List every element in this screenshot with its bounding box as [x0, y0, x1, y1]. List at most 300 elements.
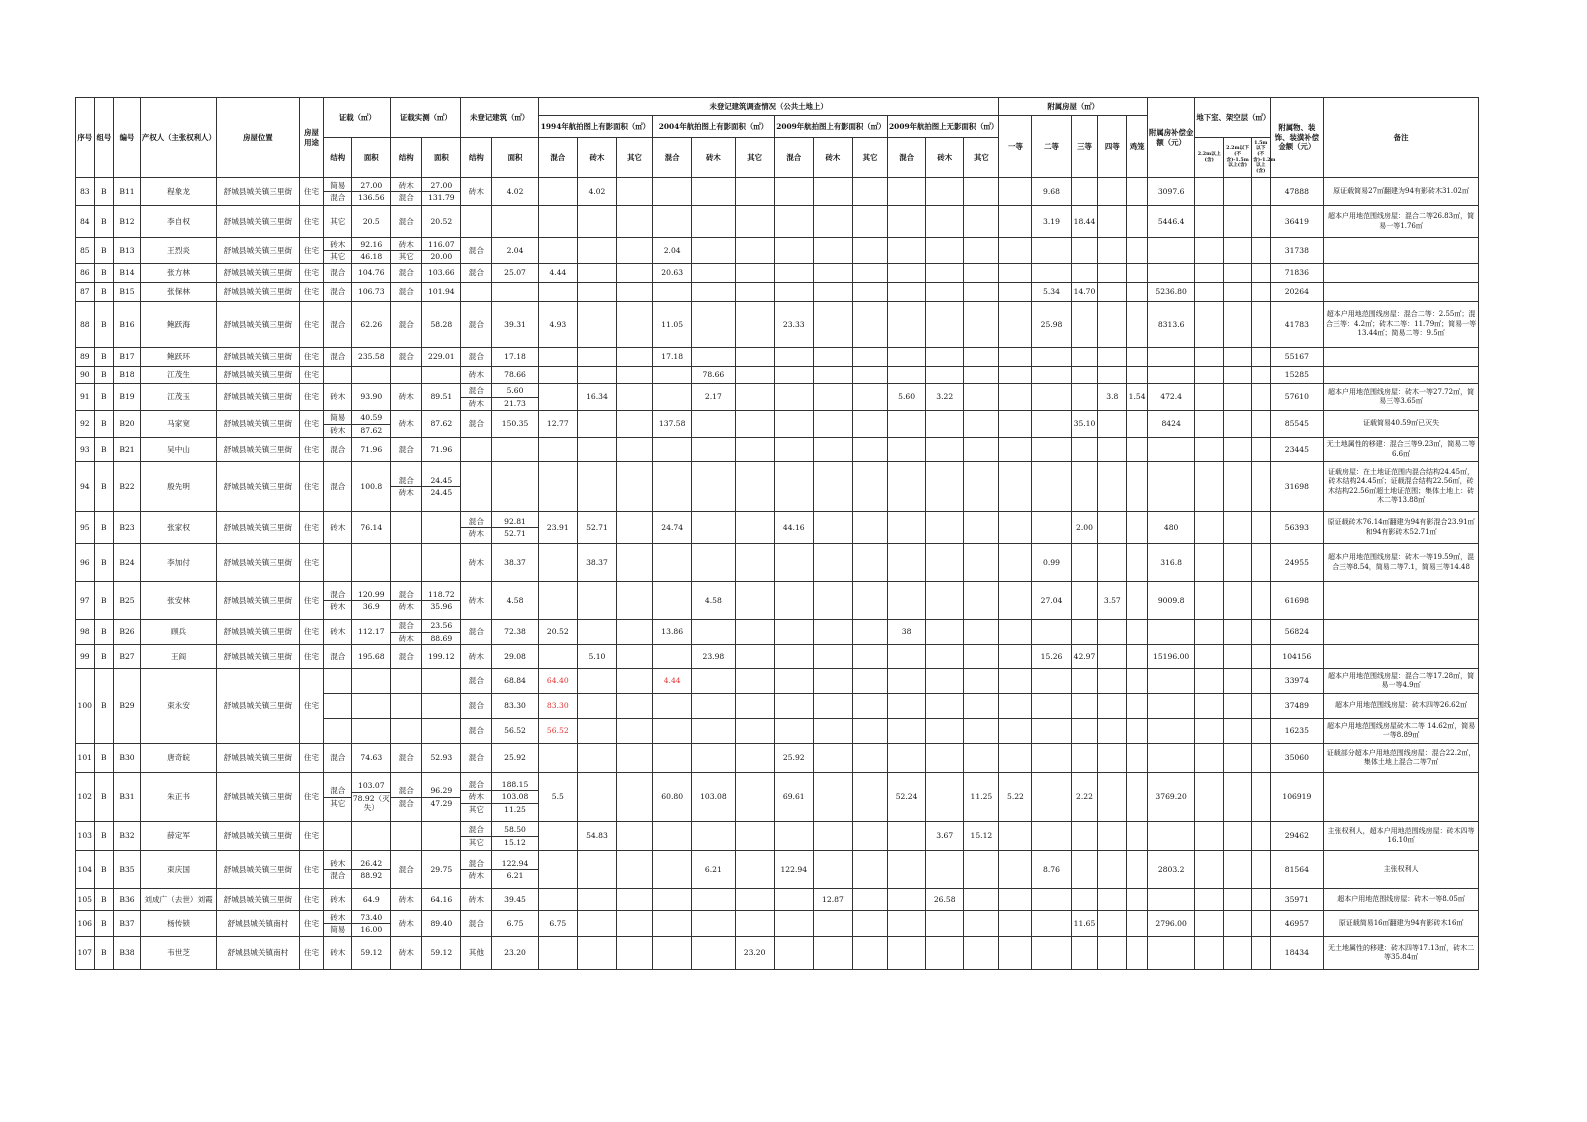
- row-cert-area: [352, 178, 391, 206]
- row-decor: 81564: [1270, 851, 1324, 889]
- row-location: 舒城县城关镇三里街: [217, 283, 299, 302]
- row-comp: 5236.80: [1147, 283, 1194, 302]
- row-b1: [1195, 669, 1224, 694]
- row-coop: [1127, 178, 1148, 206]
- row-comp: [1147, 238, 1194, 264]
- row-n09b: [926, 367, 964, 384]
- row-a94m: [538, 822, 577, 851]
- row-g1: [999, 302, 1032, 348]
- row-cert-area: [352, 238, 391, 264]
- row-measured-structure-part: 砖木: [398, 488, 414, 497]
- row-a09m: [774, 911, 813, 937]
- row-measured-area: [422, 822, 461, 851]
- row-b3: [1252, 462, 1271, 512]
- row-measured-area-part: 20.00: [430, 252, 453, 261]
- row-remark: [1324, 348, 1479, 367]
- row-a94m: [538, 348, 577, 367]
- row-g3: [1071, 302, 1098, 348]
- row-g4: [1098, 206, 1127, 238]
- row-a09m: [774, 889, 813, 911]
- row-cert-area-part: 16.00: [360, 925, 383, 934]
- table-row: [76, 238, 1479, 264]
- row-location: 舒城县城关镇三里街: [217, 238, 299, 264]
- row-a09o: [853, 937, 888, 970]
- row-code: B30: [114, 744, 141, 773]
- row-empty-cell: [391, 694, 422, 719]
- row-unreg-area: [492, 773, 538, 822]
- row-a04o: [735, 348, 774, 367]
- row-remark: [1324, 773, 1479, 822]
- row-a09m: [774, 264, 813, 283]
- row-a94o: [617, 178, 653, 206]
- row-g2: 25.98: [1032, 302, 1071, 348]
- row-cert-structure-part: 混合: [324, 589, 351, 601]
- row-a09o: [853, 206, 888, 238]
- row-cert-structure: 砖木: [324, 384, 352, 411]
- row-a04b: 2.17: [692, 384, 735, 411]
- row-g1: [999, 544, 1032, 582]
- row-a04b: [692, 669, 735, 694]
- row-a94b: [577, 367, 616, 384]
- row-measured-area-part: 96.29: [422, 785, 460, 797]
- row-g2: 15.26: [1032, 645, 1071, 669]
- row-b2: [1224, 283, 1252, 302]
- row-a09o: [853, 889, 888, 911]
- row-a09o: [853, 178, 888, 206]
- row-a09o: [853, 582, 888, 620]
- row-a04b: [692, 206, 735, 238]
- row-coop: [1127, 937, 1148, 970]
- row-decor: 55167: [1270, 348, 1324, 367]
- row-unreg-structure: 砖木: [461, 178, 492, 206]
- row-group: B: [94, 822, 114, 851]
- row-cert-area-part: 78.92（灭失）: [352, 793, 390, 813]
- row-owner: 唐奇皖: [140, 744, 216, 773]
- row-a94o: [617, 264, 653, 283]
- row-a94b: 4.02: [577, 178, 616, 206]
- row-coop: [1127, 694, 1148, 719]
- row-a04b: [692, 302, 735, 348]
- row-a94o: [617, 544, 653, 582]
- row-a94o: [617, 719, 653, 744]
- row-coop: [1127, 367, 1148, 384]
- row-g3: 2.22: [1071, 773, 1098, 822]
- row-unreg-structure: 混合: [461, 302, 492, 348]
- row-n09o: [964, 582, 999, 620]
- row-owner: 顾兵: [140, 620, 216, 645]
- row-decor: 16235: [1270, 719, 1324, 744]
- row-usage: 住宅: [299, 348, 324, 367]
- row-g3: [1071, 889, 1098, 911]
- row-measured-area: [422, 773, 461, 822]
- row-group: B: [94, 937, 114, 970]
- row-g2: [1032, 669, 1071, 694]
- row-n09b: [926, 773, 964, 822]
- row-n09m: 5.60: [888, 384, 926, 411]
- row-n09m: [888, 582, 926, 620]
- row-seq: 90: [76, 367, 95, 384]
- row-empty-cell: [391, 719, 422, 744]
- row-measured-structure: 砖木: [391, 384, 422, 411]
- row-cert-structure-part: 砖木: [330, 425, 346, 435]
- row-coop: [1127, 302, 1148, 348]
- row-coop: [1127, 462, 1148, 512]
- row-n09m: [888, 645, 926, 669]
- table-row: [76, 462, 1479, 512]
- row-a94b: [577, 348, 616, 367]
- row-n09b: [926, 694, 964, 719]
- row-g1: [999, 744, 1032, 773]
- row-remark: 超本户用地范围线房屋：砖木一等27.72㎡，简易三等3.65㎡: [1324, 384, 1479, 411]
- row-seq: 87: [76, 283, 95, 302]
- row-measured-area-part: 118.72: [422, 589, 460, 601]
- row-g3: [1071, 438, 1098, 462]
- row-g4: [1098, 302, 1127, 348]
- row-a09b: [813, 851, 852, 889]
- row-cert-structure: 砖木: [324, 620, 352, 645]
- row-a09m: 23.33: [774, 302, 813, 348]
- row-g3: [1071, 620, 1098, 645]
- header-area: 面积: [352, 138, 391, 178]
- row-a04b: [692, 264, 735, 283]
- row-cert-structure: 其它: [324, 206, 352, 238]
- row-g3: [1071, 178, 1098, 206]
- row-measured-area: 101.94: [422, 283, 461, 302]
- row-a04m: [653, 178, 692, 206]
- row-code: B23: [114, 512, 141, 544]
- row-a04o: [735, 719, 774, 744]
- row-a94b: [577, 462, 616, 512]
- row-unreg-structure: 混合: [461, 694, 492, 719]
- row-b2: [1224, 438, 1252, 462]
- row-coop: [1127, 512, 1148, 544]
- row-usage: 住宅: [299, 462, 324, 512]
- row-b2: [1224, 773, 1252, 822]
- row-comp: [1147, 744, 1194, 773]
- row-g3: [1071, 851, 1098, 889]
- row-a94b: [577, 889, 616, 911]
- row-a09m: [774, 582, 813, 620]
- row-a09m: [774, 283, 813, 302]
- row-a09o: [853, 384, 888, 411]
- row-owner: 张家权: [140, 512, 216, 544]
- row-unreg-area: 25.92: [492, 744, 538, 773]
- row-measured-area-part: 35.96: [430, 602, 453, 611]
- row-seq: 99: [76, 645, 95, 669]
- row-a94m: 56.52: [538, 719, 577, 744]
- row-b1: [1195, 264, 1224, 283]
- row-n09o: [964, 889, 999, 911]
- row-g4: [1098, 694, 1127, 719]
- row-n09m: [888, 512, 926, 544]
- row-a94o: [617, 206, 653, 238]
- row-group: B: [94, 645, 114, 669]
- row-measured-area-part: 23.56: [422, 620, 460, 632]
- row-g1: [999, 911, 1032, 937]
- row-a09b: [813, 773, 852, 822]
- row-g1: [999, 582, 1032, 620]
- row-g1: [999, 411, 1032, 438]
- row-a94m: [538, 367, 577, 384]
- row-a94m: [538, 206, 577, 238]
- row-measured-area: 58.28: [422, 302, 461, 348]
- row-n09m: [888, 851, 926, 889]
- row-g3: [1071, 544, 1098, 582]
- row-unreg-area-part: 5.60: [492, 385, 537, 397]
- header-basement: 地下室、架空层（㎡）: [1195, 98, 1270, 138]
- row-remark: 主张权利人: [1324, 851, 1479, 889]
- row-unreg-structure-part: 其它: [468, 804, 484, 814]
- row-seq: 86: [76, 264, 95, 283]
- row-unreg-structure: 混合: [461, 744, 492, 773]
- row-g3: [1071, 238, 1098, 264]
- row-b1: [1195, 645, 1224, 669]
- row-usage: 住宅: [299, 911, 324, 937]
- header-1994: 1994年航拍图上有影面积（㎡）: [538, 116, 652, 138]
- row-owner: 张方林: [140, 264, 216, 283]
- row-remark: [1324, 264, 1479, 283]
- row-owner: 朱正书: [140, 773, 216, 822]
- row-b1: [1195, 348, 1224, 367]
- row-group: B: [94, 384, 114, 411]
- row-comp: 5446.4: [1147, 206, 1194, 238]
- row-cert-area: 100.8: [352, 462, 391, 512]
- row-remark: 无土地属性的移建：砖木四等17.13㎡，砖木二等35.84㎡: [1324, 937, 1479, 970]
- row-unreg-area-part: 11.25: [504, 804, 526, 814]
- row-a94m: [538, 178, 577, 206]
- row-remark: 原证载简易27㎡翻建为94有影砖木31.02㎡: [1324, 178, 1479, 206]
- row-coop: [1127, 669, 1148, 694]
- row-b2: [1224, 411, 1252, 438]
- row-remark: [1324, 283, 1479, 302]
- row-b3: [1252, 206, 1271, 238]
- row-a09m: [774, 694, 813, 719]
- row-a94m: [538, 645, 577, 669]
- row-measured-area-part: 27.00: [422, 180, 460, 192]
- row-owner: 鲍跃海: [140, 302, 216, 348]
- row-coop: [1127, 438, 1148, 462]
- row-n09b: [926, 283, 964, 302]
- row-usage: 住宅: [299, 283, 324, 302]
- row-b2: [1224, 694, 1252, 719]
- row-b2: [1224, 744, 1252, 773]
- row-comp: 15196.00: [1147, 645, 1194, 669]
- row-a04b: [692, 238, 735, 264]
- header-cert-area: 证载（㎡）: [324, 98, 391, 138]
- row-coop: [1127, 645, 1148, 669]
- table-row: [76, 302, 1479, 348]
- header-structure: 结构: [324, 138, 352, 178]
- table-row: [76, 283, 1479, 302]
- row-a04m: 17.18: [653, 348, 692, 367]
- row-a94b: [577, 302, 616, 348]
- row-n09b: [926, 911, 964, 937]
- row-cert-area: [352, 411, 391, 438]
- row-n09o: 15.12: [964, 822, 999, 851]
- row-g2: [1032, 264, 1071, 283]
- row-n09m: [888, 178, 926, 206]
- row-group: B: [94, 302, 114, 348]
- row-cert-area: 112.17: [352, 620, 391, 645]
- row-location: 舒城县城关镇三里街: [217, 669, 299, 744]
- header-other: 其它: [853, 138, 888, 178]
- row-b3: [1252, 645, 1271, 669]
- header-group: 组号: [94, 98, 114, 178]
- row-a09o: [853, 264, 888, 283]
- row-measured-structure: [391, 582, 422, 620]
- header-owner: 产权人（主张权利人）: [140, 98, 216, 178]
- row-a94o: [617, 645, 653, 669]
- row-unreg-structure-part: 砖木: [468, 398, 484, 408]
- row-g2: [1032, 937, 1071, 970]
- row-a09b: [813, 348, 852, 367]
- row-b3: [1252, 283, 1271, 302]
- row-unreg-structure: 混合: [461, 669, 492, 694]
- compensation-table: [75, 97, 1479, 970]
- row-g1: [999, 178, 1032, 206]
- row-b1: [1195, 744, 1224, 773]
- row-a94o: [617, 744, 653, 773]
- row-n09o: [964, 411, 999, 438]
- row-n09b: [926, 851, 964, 889]
- row-location: 舒城县城关镇三里街: [217, 348, 299, 367]
- row-cert-area: 195.68: [352, 645, 391, 669]
- row-unreg-area: [492, 384, 538, 411]
- row-a04m: [653, 719, 692, 744]
- row-measured-structure: [391, 238, 422, 264]
- row-g1: [999, 438, 1032, 462]
- row-location: 舒城县城关镇南村: [217, 911, 299, 937]
- row-cert-area: [352, 822, 391, 851]
- row-g3: [1071, 822, 1098, 851]
- row-owner: 吴中山: [140, 438, 216, 462]
- table-row: [76, 744, 1479, 773]
- row-coop: [1127, 206, 1148, 238]
- row-b1: [1195, 302, 1224, 348]
- row-cert-area: 20.5: [352, 206, 391, 238]
- row-measured-structure-part: 砖木: [391, 180, 421, 192]
- row-unreg-area: [492, 462, 538, 512]
- row-a94o: [617, 582, 653, 620]
- row-owner: 江茂生: [140, 367, 216, 384]
- row-measured-area-part: 131.79: [428, 193, 455, 202]
- row-decor: 104156: [1270, 645, 1324, 669]
- row-seq: 101: [76, 744, 95, 773]
- row-a04b: [692, 411, 735, 438]
- row-remark: 原证载砖木76.14㎡翻建为94有影混合23.91㎡和94有影砖木52.71㎡: [1324, 512, 1479, 544]
- row-cert-area: 71.96: [352, 438, 391, 462]
- row-a09b: [813, 744, 852, 773]
- row-a04o: [735, 582, 774, 620]
- row-cert-structure-part: 砖木: [324, 239, 351, 251]
- row-g3: [1071, 669, 1098, 694]
- row-remark: [1324, 367, 1479, 384]
- row-measured-structure: [391, 620, 422, 645]
- row-location: 舒城县城关镇三里街: [217, 889, 299, 911]
- table-row: [76, 582, 1479, 620]
- row-n09b: [926, 178, 964, 206]
- row-seq: 85: [76, 238, 95, 264]
- header-basement-1-5-to-2-2: 2.2m以下(不含)-1.5m以上(含): [1224, 138, 1252, 178]
- row-cert-structure-part: 混合: [330, 193, 346, 202]
- row-measured-structure-part: 砖木: [391, 239, 421, 251]
- row-cert-area: 235.58: [352, 348, 391, 367]
- row-a04b: [692, 937, 735, 970]
- row-n09b: [926, 238, 964, 264]
- row-a04m: 11.05: [653, 302, 692, 348]
- row-cert-structure: 混合: [324, 438, 352, 462]
- row-a94m: [538, 851, 577, 889]
- row-code: B27: [114, 645, 141, 669]
- row-cert-area-part: 92.16: [352, 239, 390, 251]
- row-a04b: [692, 544, 735, 582]
- row-location: 舒城县城关镇三里街: [217, 178, 299, 206]
- row-remark: 超本户用地范围线房屋砖木二等 14.62㎡，简易一等8.89㎡: [1324, 719, 1479, 744]
- row-owner: 杨传锁: [140, 911, 216, 937]
- row-a94b: 54.83: [577, 822, 616, 851]
- row-measured-structure: 混合: [391, 302, 422, 348]
- row-location: 舒城县城关镇三里街: [217, 851, 299, 889]
- row-decor: 46957: [1270, 911, 1324, 937]
- row-code: B19: [114, 384, 141, 411]
- row-b3: [1252, 911, 1271, 937]
- row-cert-structure-part: 其它: [330, 252, 346, 261]
- row-a09b: [813, 669, 852, 694]
- row-g3: [1071, 367, 1098, 384]
- header-usage: 房屋用途: [299, 98, 324, 178]
- row-remark: 超本户用地范围线房屋：砖木一等8.05㎡: [1324, 889, 1479, 911]
- row-seq: 89: [76, 348, 95, 367]
- row-n09m: [888, 302, 926, 348]
- row-g4: [1098, 719, 1127, 744]
- row-a94m: [538, 889, 577, 911]
- row-seq: 98: [76, 620, 95, 645]
- row-b1: [1195, 384, 1224, 411]
- row-group: B: [94, 582, 114, 620]
- row-remark: 原证载简易16㎡翻建为94有影砖木16㎡: [1324, 911, 1479, 937]
- row-a09o: [853, 411, 888, 438]
- table-row: [76, 264, 1479, 283]
- row-n09m: [888, 911, 926, 937]
- row-cert-area-part: 136.56: [357, 193, 385, 202]
- row-decor: 57610: [1270, 384, 1324, 411]
- row-n09b: [926, 206, 964, 238]
- row-coop: [1127, 238, 1148, 264]
- row-a09b: [813, 264, 852, 283]
- row-n09m: [888, 822, 926, 851]
- row-cert-structure: [324, 411, 352, 438]
- row-b2: [1224, 851, 1252, 889]
- row-b2: [1224, 645, 1252, 669]
- row-cert-area: [352, 851, 391, 889]
- row-a09o: [853, 438, 888, 462]
- row-n09m: [888, 719, 926, 744]
- row-g3: 14.70: [1071, 283, 1098, 302]
- row-coop: [1127, 719, 1148, 744]
- row-cert-area: 104.76: [352, 264, 391, 283]
- row-decor: 23445: [1270, 438, 1324, 462]
- row-a04b: [692, 694, 735, 719]
- header-structure: 结构: [391, 138, 422, 178]
- row-g2: [1032, 719, 1071, 744]
- row-cert-area: [352, 773, 391, 822]
- row-unreg-structure: [461, 462, 492, 512]
- row-unreg-area-part: 6.21: [506, 871, 524, 880]
- row-n09o: [964, 438, 999, 462]
- header-coop: 鸡笼: [1127, 116, 1148, 178]
- row-seq: 107: [76, 937, 95, 970]
- row-g2: [1032, 773, 1071, 822]
